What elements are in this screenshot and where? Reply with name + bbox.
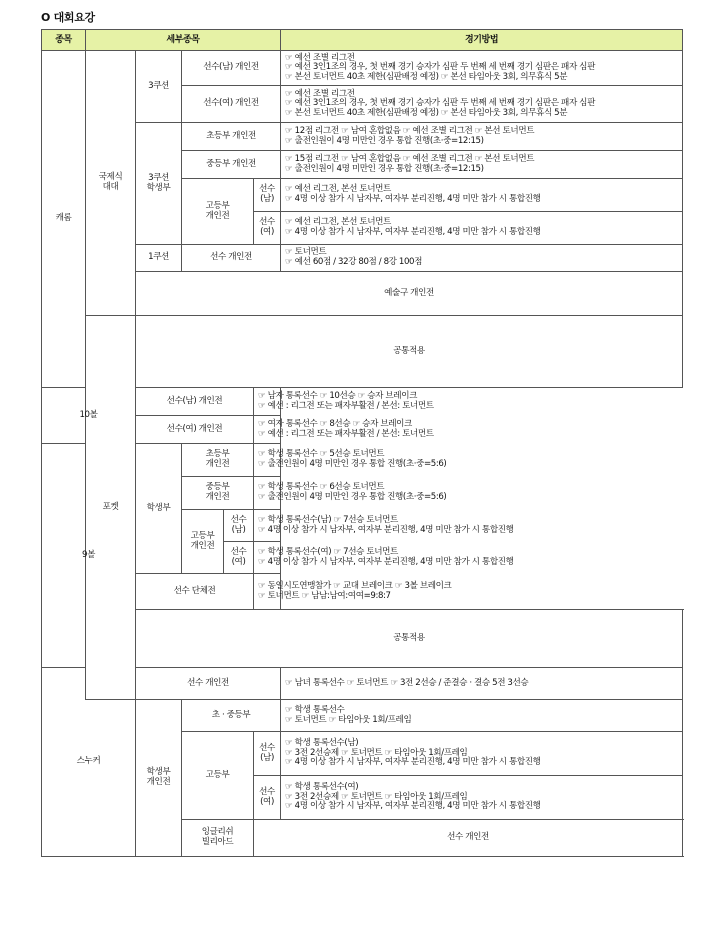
- method-cell: [281, 700, 683, 732]
- text-line: ☞ 예선 : 리그전 또는 패자부활전 / 본선: 토너먼트: [258, 428, 434, 439]
- text-line: 선수: [259, 217, 275, 228]
- carom-high-female: [254, 212, 281, 245]
- text-line: ☞ 토너먼트 ☞ 남남:남여:여여=9:8:7: [258, 590, 391, 601]
- text-line: 개인전: [205, 210, 230, 221]
- sport-carom: 캐롬: [42, 51, 86, 388]
- text-line: ☞ 12점 리그전 ☞ 남여 혼합없음 ☞ 예선 조별 리그전 ☞ 본선 토너먼트: [285, 125, 535, 136]
- carom-3c-female: 선수(여) 개인전: [182, 86, 281, 123]
- carom-mid: 중등부 개인전: [182, 151, 281, 179]
- text-line: ☞ 4명 이상 참가 시 남자부, 여자부 분리진행, 4명 미만 참가 시 통합진행: [285, 227, 541, 237]
- col-detail: 세부종목: [86, 30, 281, 51]
- text-line: ☞ 토너먼트: [285, 247, 327, 258]
- method-cell: [254, 444, 447, 477]
- text-line: 초등부: [205, 449, 230, 460]
- text-line: ☞ 4명 이상 참가 시 남자부, 여자부 분리진행, 4명 미만 참가 시 통합진행: [258, 524, 514, 535]
- text-line: 선수: [259, 786, 275, 797]
- text-line: 3쿠션: [148, 172, 169, 183]
- text-line: 선수: [259, 184, 275, 195]
- method-cell: [281, 776, 683, 820]
- text-line: ☞ 예선 : 리그전 또는 패자부활전 / 본선: 토너먼트: [258, 400, 434, 411]
- pocket-10ball: 10볼: [42, 388, 136, 444]
- section-heading: O 대회요강: [41, 11, 95, 24]
- text-line: ☞ 출전인원이 4명 미만인 경우 통합 진행(초·중=12:15): [285, 163, 484, 174]
- text-line: ☞ 예선 조별 리그전: [285, 88, 355, 99]
- header-row: [42, 30, 683, 51]
- text-line: 고등부: [190, 530, 215, 541]
- snooker-high: 고등부: [182, 732, 254, 820]
- snooker-student: [136, 700, 182, 857]
- method-cell: [254, 574, 452, 610]
- snooker-ind: 선수 개인전: [136, 668, 281, 700]
- text-line: ☞ 15점 리그전 ☞ 남여 혼합없음 ☞ 예선 조별 리그전 ☞ 본선 토너먼트: [285, 153, 535, 164]
- carom-high-male: [254, 179, 281, 212]
- text-line: ☞ 3전 2선승제 ☞ 토너먼트 ☞ 타임아웃 1회/프레임: [285, 747, 468, 758]
- pocket-10b-male: 선수(남) 개인전: [136, 388, 254, 416]
- method-cell: [281, 732, 683, 776]
- pocket-10b-female: 선수(여) 개인전: [136, 416, 254, 444]
- text-line: ☞ 4명 이상 참가 시 남자부, 여자부 분리진행, 4명 미만 참가 시 통합진행: [285, 194, 541, 204]
- text-line: ☞ 남녀 통록선수 ☞ 토너먼트 ☞ 3전 2선승 / 준결승 · 결승 5전 3선승: [285, 677, 529, 688]
- carom-3cushion: 3쿠션: [136, 51, 182, 123]
- text-line: (남): [260, 194, 274, 204]
- text-line: 선수: [230, 546, 247, 557]
- text-line: ☞ 출전인원이 4명 미만인 경우 통합 진행(초·중=5:6): [258, 492, 447, 502]
- text-line: (여): [260, 227, 274, 237]
- competition-table: [41, 29, 683, 857]
- text-line: ☞ 예선 조별 리그전: [285, 52, 355, 63]
- pocket-high: [182, 510, 224, 574]
- text-line: ☞ 예선 3인1조의 경우, 첫 번째 경기 승자가 심판 두 번째 세 번째 경기 심판은 패자 심판: [285, 98, 595, 109]
- text-line: 개인전: [205, 492, 230, 502]
- method-cell: [281, 51, 683, 86]
- method-cell: [281, 668, 683, 700]
- pocket-team: 선수 단체전: [136, 574, 254, 610]
- text-line: 잉글리쉬: [201, 827, 234, 838]
- text-line: 대대: [102, 182, 119, 192]
- method-cell: [281, 86, 683, 123]
- text-line: ☞ 출전인원이 4명 미만인 경우 통합 진행(초·중=5:6): [258, 459, 447, 469]
- text-line: 중등부: [205, 482, 230, 493]
- method-cell: [281, 123, 683, 151]
- text-line: ☞ 학생 통록선수 ☞ 5선승 토너먼트: [258, 449, 385, 460]
- text-line: 개인전: [205, 459, 230, 469]
- text-line: ☞ 예선 리그전, 본선 토너먼트: [285, 184, 391, 195]
- col-sport: 종목: [42, 30, 86, 51]
- text-line: 개인전: [146, 777, 171, 787]
- snooker-em: 초 · 중등부: [182, 700, 281, 732]
- text-line: ☞ 학생 통록선수(여): [285, 782, 359, 793]
- pocket-9ball: 9볼: [42, 444, 136, 668]
- text-line: 선수: [259, 742, 275, 753]
- pocket-elem: [182, 444, 254, 477]
- text-line: ☞ 학생 통록선수 ☞ 6선승 토너먼트: [258, 482, 385, 493]
- text-line: 고등부: [205, 200, 230, 211]
- sport-snooker: 스누커: [42, 668, 136, 857]
- carom-high: [182, 179, 254, 245]
- pocket-student: 학생부: [136, 444, 182, 574]
- text-line: ☞ 출전인원이 4명 미만인 경우 통합 진행(초·중=12:15): [285, 135, 484, 146]
- carom-3c-student: [136, 123, 182, 245]
- text-line: (여): [260, 796, 274, 807]
- carom-1c-ind: 선수 개인전: [182, 245, 281, 272]
- text-line: ☞ 예선 60점 / 32강 80점 / 8강 100점: [285, 257, 422, 267]
- method-cell: [281, 245, 683, 272]
- col-method: 경기방법: [281, 30, 683, 51]
- text-line: ☞ 4명 이상 참가 시 남자부, 여자부 분리진행, 4명 미만 참가 시 통합진행: [285, 801, 541, 812]
- text-line: ☞ 본선 토너먼트 40초 제한(심판배정 예정) ☞ 본선 타임아웃 3회, 의무휴식 5분: [285, 107, 568, 118]
- method-cell: [281, 151, 683, 179]
- text-line: ☞ 학생 통록선수(남): [285, 738, 359, 749]
- method-cell: [281, 179, 683, 212]
- method-cell: [254, 477, 447, 510]
- text-line: ☞ 학생 통록선수(여) ☞ 7선승 토너먼트: [258, 546, 398, 557]
- text-line: ☞ 남자 통록선수 ☞ 10선승 ☞ 승자 브레이크: [258, 390, 417, 401]
- method-cell: [281, 212, 683, 245]
- carom-art: 예술구 개인전: [136, 272, 683, 316]
- method-cell: [254, 388, 434, 416]
- pocket-high-female: [224, 542, 254, 574]
- common-rule: 공통적용: [136, 610, 683, 668]
- snooker-high-female: [254, 776, 281, 820]
- text-line: 개인전: [190, 540, 215, 551]
- pocket-mid: [182, 477, 254, 510]
- text-line: 빌리아드: [201, 837, 234, 847]
- text-line: 국제식: [98, 172, 123, 183]
- text-line: 학생부: [146, 182, 171, 193]
- method-cell: [254, 416, 434, 444]
- snooker-high-male: [254, 732, 281, 776]
- text-line: ☞ 3전 2선승제 ☞ 토너먼트 ☞ 타임아웃 1회/프레임: [285, 791, 468, 802]
- pocket-high-male: [224, 510, 254, 542]
- text-line: ☞ 토너먼트 ☞ 타임아웃 1회/프레임: [285, 714, 412, 725]
- method-cell: [254, 542, 514, 574]
- text-line: ☞ 학생 통록선수: [285, 704, 345, 715]
- text-line: ☞ 여자 통록선수 ☞ 8선승 ☞ 승자 브레이크: [258, 418, 412, 429]
- sport-english: [182, 820, 254, 857]
- carom-1cushion: 1쿠션: [136, 245, 182, 272]
- text-line: (남): [260, 752, 274, 763]
- carom-sub: [86, 51, 136, 316]
- text-line: ☞ 학생 통록선수(남) ☞ 7선승 토너먼트: [258, 514, 398, 525]
- text-line: (남): [231, 524, 246, 535]
- text-line: 학생부: [146, 767, 171, 778]
- text-line: ☞ 4명 이상 참가 시 남자부, 여자부 분리진행, 4명 미만 참가 시 통합진행: [285, 757, 541, 768]
- carom-3c-male: 선수(남) 개인전: [182, 51, 281, 86]
- text-line: ☞ 예선 3인1조의 경우, 첫 번째 경기 승자가 심판 두 번째 세 번째 경기 심판은 패자 심판: [285, 62, 595, 73]
- text-line: ☞ 예선 리그전, 본선 토너먼트: [285, 217, 391, 228]
- method-cell: [254, 510, 514, 542]
- sport-pocket: 포켓: [86, 316, 136, 700]
- text-line: 선수: [230, 514, 247, 525]
- pocket-common: 공통적용: [136, 316, 683, 388]
- text-line: ☞ 본선 토너먼트 40초 제한(심판배정 예정) ☞ 본선 타임아웃 3회, 의무휴식 5분: [285, 71, 568, 82]
- text-line: (여): [231, 556, 246, 567]
- carom-elem: 초등부 개인전: [182, 123, 281, 151]
- text-line: ☞ 4명 이상 참가 시 남자부, 여자부 분리진행, 4명 미만 참가 시 통합진행: [258, 556, 514, 567]
- text-line: ☞ 동일시도연맹참가 ☞ 교대 브레이크 ☞ 3볼 브레이크: [258, 580, 452, 591]
- english-ind: 선수 개인전: [254, 820, 683, 857]
